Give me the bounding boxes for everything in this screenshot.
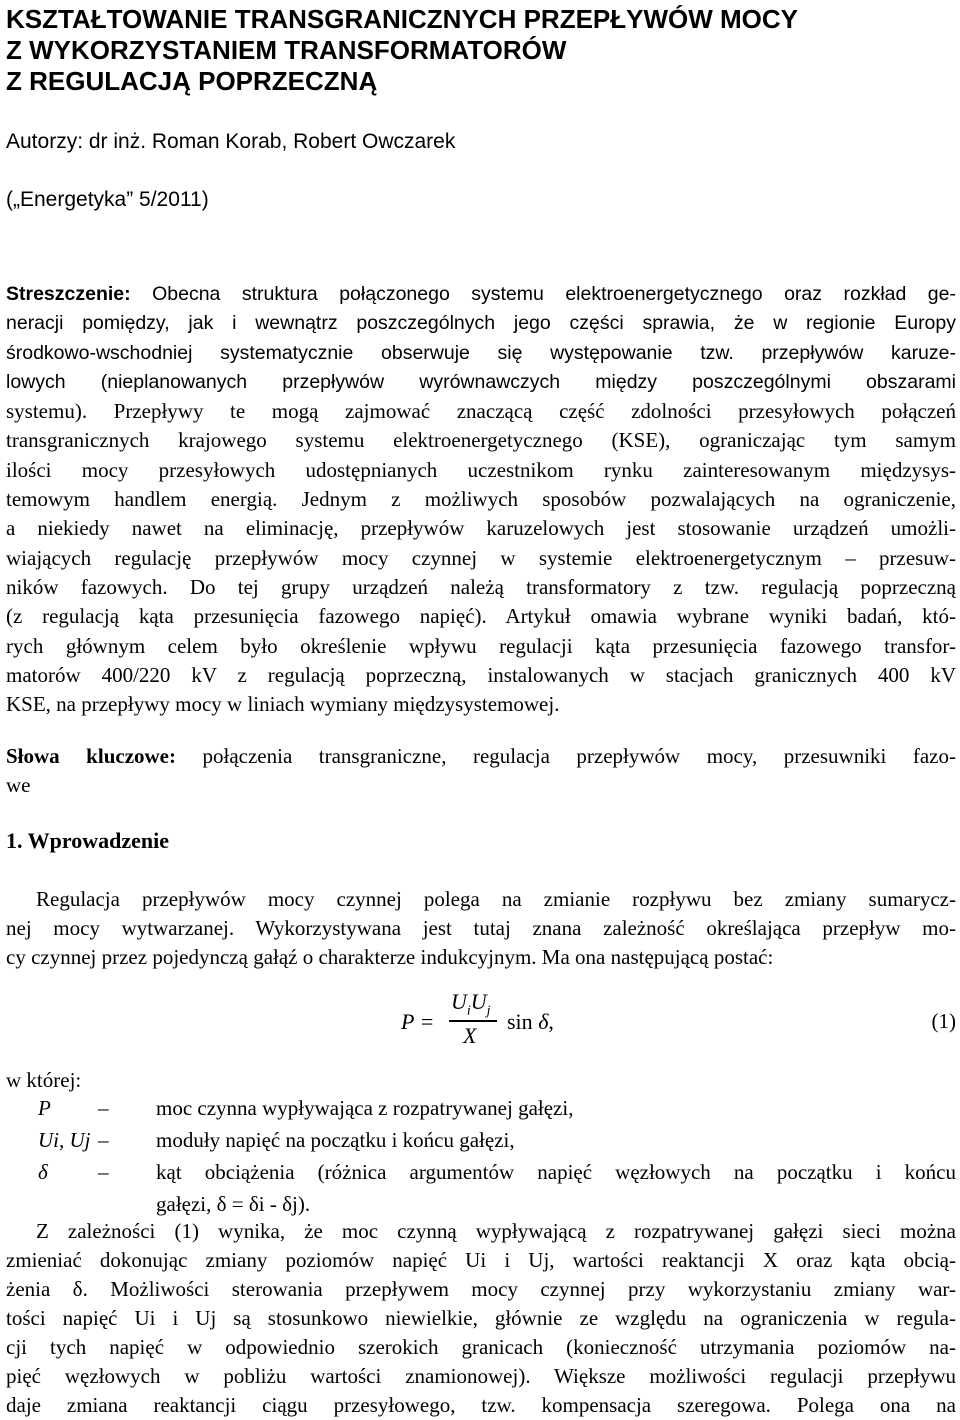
- abstract-line: Obecna struktura połączonego systemu elektroenergetycznego oraz rozkład ge-: [130, 283, 956, 305]
- symbol-definitions: [6, 1096, 956, 1224]
- keywords: [6, 742, 956, 800]
- section-heading: 1. Wprowadzenie: [6, 828, 169, 853]
- abstract-line: ilości mocy przesyłowych udostępnianych uczestnikom rynku zainteresowanym międzysys-: [6, 457, 956, 482]
- definition-item: [6, 1128, 956, 1160]
- equation-number: (1): [931, 1009, 956, 1033]
- source-citation: („Energetyka” 5/2011): [6, 188, 209, 211]
- paragraph-line: daje zmiana reaktancji ciągu przesyłowego, tzw. kompensacja szeregowa. Polega ona na: [6, 1393, 956, 1417]
- paragraph-line: nej mocy wytwarzanej. Wykorzystywana jest tutaj znana zależność określająca przepływ mo-: [6, 916, 956, 940]
- definition-dash: –: [98, 1096, 109, 1120]
- abstract-line: KSE, na przepływy mocy w liniach wymiany międzysystemowej.: [6, 692, 560, 717]
- definition-symbol: δ: [38, 1160, 48, 1184]
- equation-lhs: P =: [401, 1009, 435, 1034]
- paragraph-line: cy czynnej przez pojedynczą gałąź o charakterze indukcyjnym. Ma ona następującą postać:: [6, 945, 774, 969]
- title-line-3: Z REGULACJĄ POPRZECZNĄ: [6, 66, 378, 96]
- abstract-line: a niekiedy nawet na eliminację, przepływów karuzelowych jest stosowanie urządzeń umożli-: [6, 516, 956, 541]
- abstract-line: lowych (nieplanowanych przepływów wyrównawczych między poszczególnymi obszarami: [6, 370, 956, 393]
- paragraph-line: żenia δ. Możliwości sterowania przepływem mocy czynnej przy wykorzystaniu zmiany war-: [6, 1277, 956, 1301]
- definition-text: moc czynna wypływająca z rozpatrywanej gałęzi,: [156, 1096, 574, 1120]
- abstract-line: transgranicznych krajowego systemu elektroenergetycznego (KSE), ograniczając tym samym: [6, 428, 956, 453]
- paragraph-line: Regulacja przepływów mocy czynnej polega na zmianie rozpływu bez zmiany sumarycz-: [36, 887, 956, 911]
- definition-dash: –: [98, 1128, 109, 1152]
- definition-item: [6, 1160, 956, 1192]
- definition-symbol: P: [38, 1096, 51, 1120]
- definition-text: kąt obciążenia (różnica argumentów napięć węzłowych na początku i końcu: [156, 1160, 956, 1184]
- abstract: [6, 280, 956, 719]
- definition-text: gałęzi, δ = δi - δj).: [156, 1192, 311, 1216]
- abstract-line: matorów 400/220 kV z regulacją poprzeczną, instalowanych w stacjach granicznych 400 kV: [6, 662, 956, 687]
- definition-dash: –: [98, 1160, 109, 1184]
- paragraph-line: cji tych napięć w odpowiednio szerokich granicach (konieczność utrzymania poziomów na-: [6, 1335, 956, 1359]
- abstract-line: (z regulacją kąta przesunięcia fazowego napięć). Artykuł omawia wybrane wyniki badań, któ-: [6, 604, 956, 629]
- authors: Autorzy: dr inż. Roman Korab, Robert Owczarek: [6, 130, 456, 153]
- abstract-line: ników fazowych. Do tej grupy urządzeń należą transformatory z tzw. regulacją poprzeczną: [6, 574, 956, 599]
- abstract-label: Streszczenie:: [6, 283, 131, 305]
- paragraph-line: Z zależności (1) wynika, że moc czynną wypływającą z rozpatrywanej gałęzi sieci można: [36, 1219, 956, 1243]
- paper-title: [6, 4, 956, 97]
- definition-symbol: Ui, Uj: [38, 1128, 91, 1152]
- equation-numerator: $U_iU_j$: [451, 989, 491, 1019]
- abstract-line: rych głównym celem było określenie wpływu regulacji kąta przesunięcia fazowego transfor-: [6, 633, 956, 658]
- equation-1: [401, 985, 956, 1055]
- equation-denominator: X: [463, 1023, 477, 1048]
- keywords-label: Słowa kluczowe:: [6, 744, 176, 768]
- keywords-text: połączenia transgraniczne, regulacja przepływów mocy, przesuwniki fazo-: [176, 744, 956, 768]
- abstract-line: neracji pomiędzy, jak i wewnątrz poszczególnych jego części sprawia, że w regionie Europy: [6, 312, 956, 335]
- where-label: w której:: [6, 1068, 82, 1092]
- definition-text: moduły napięć na początku i końcu gałęzi,: [156, 1128, 515, 1152]
- abstract-line: systemu). Przepływy te mogą zajmować znaczącą część zdolności przesyłowych połączeń: [6, 399, 956, 424]
- paragraph-line: tości napięć Ui i Uj są stosunkowo niewielkie, głównie ze względu na ograniczenia w regula-: [6, 1306, 956, 1330]
- intro-paragraph: [6, 885, 956, 972]
- fraction-bar: [449, 1020, 497, 1022]
- title-line-1: KSZTAŁTOWANIE TRANSGRANICZNYCH PRZEPŁYWÓW MOCY: [6, 4, 799, 34]
- paragraph-line: pięć węzłowych w pobliżu wartości znamionowej). Większe możliwości regulacji przepływu: [6, 1364, 956, 1388]
- paragraph-line: zmieniać dokonując zmiany poziomów napięć Ui i Uj, wartości reaktancji X oraz kąta obcią-: [6, 1248, 956, 1272]
- abstract-line: temowym handlem energią. Jednym z możliwych sposobów pozwalających na ograniczenie,: [6, 487, 956, 512]
- title-line-2: Z WYKORZYSTANIEM TRANSFORMATORÓW: [6, 35, 567, 65]
- equation-sine-term: sin δ,: [507, 1009, 554, 1034]
- abstract-line: wiających regulację przepływów mocy czynnej w systemie elektroenergetycznym – przesuw-: [6, 545, 956, 570]
- keywords-text: we: [6, 773, 31, 797]
- abstract-line: środkowo-wschodniej systematycznie obserwuje się występowanie tzw. przepływów karuze-: [6, 341, 956, 364]
- body-paragraph: [6, 1217, 956, 1420]
- definition-item: [6, 1096, 956, 1128]
